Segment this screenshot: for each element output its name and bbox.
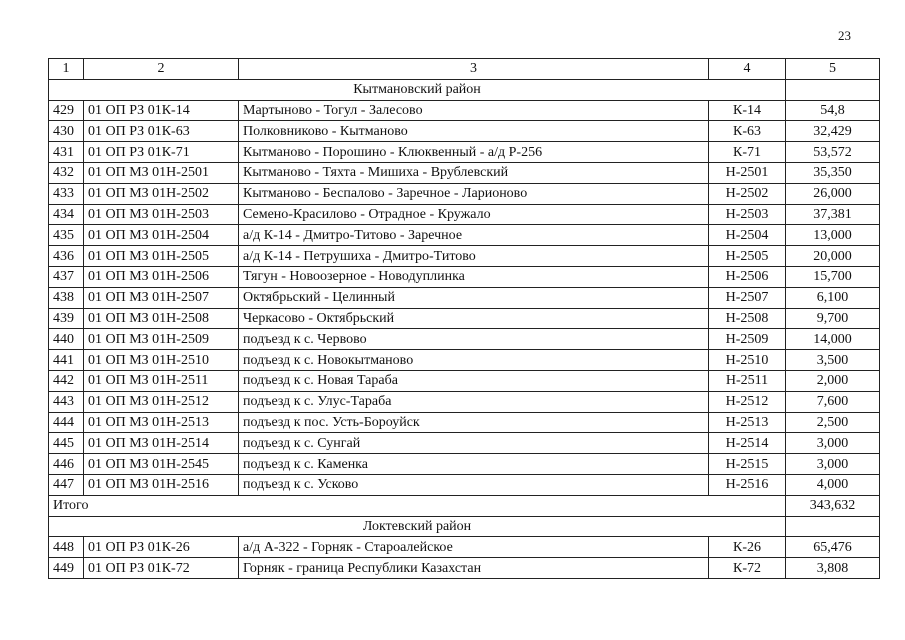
road-code: 01 ОП РЗ 01К-63 bbox=[84, 121, 239, 142]
road-code: 01 ОП РЗ 01К-26 bbox=[84, 537, 239, 558]
header-cell-4: 4 bbox=[709, 59, 786, 80]
table-row bbox=[49, 391, 880, 412]
table-row bbox=[49, 454, 880, 475]
row-number: 430 bbox=[49, 121, 84, 142]
table-row bbox=[49, 329, 880, 350]
row-number: 434 bbox=[49, 204, 84, 225]
row-number: 438 bbox=[49, 287, 84, 308]
table-row bbox=[49, 183, 880, 204]
road-length: 3,000 bbox=[786, 433, 880, 454]
header-row bbox=[49, 59, 880, 80]
header-cell-3: 3 bbox=[239, 59, 709, 80]
road-index: К-14 bbox=[709, 100, 786, 121]
road-index: К-71 bbox=[709, 142, 786, 163]
road-name: Кытманово - Тяхта - Мишиха - Врублевский bbox=[239, 162, 709, 183]
road-length: 13,000 bbox=[786, 225, 880, 246]
road-name: Семено-Красилово - Отрадное - Кружало bbox=[239, 204, 709, 225]
road-code: 01 ОП МЗ 01Н-2504 bbox=[84, 225, 239, 246]
road-length: 3,808 bbox=[786, 558, 880, 579]
road-length: 65,476 bbox=[786, 537, 880, 558]
row-number: 432 bbox=[49, 162, 84, 183]
road-index: Н-2515 bbox=[709, 454, 786, 475]
road-index: Н-2509 bbox=[709, 329, 786, 350]
road-name: а/д К-14 - Дмитро-Титово - Заречное bbox=[239, 225, 709, 246]
road-code: 01 ОП МЗ 01Н-2514 bbox=[84, 433, 239, 454]
road-name: подъезд к пос. Усть-Бороуйск bbox=[239, 412, 709, 433]
road-code: 01 ОП МЗ 01Н-2510 bbox=[84, 350, 239, 371]
road-name: подъезд к с. Новокытманово bbox=[239, 350, 709, 371]
district-empty-cell bbox=[786, 79, 880, 100]
road-name: а/д А-322 - Горняк - Староалейское bbox=[239, 537, 709, 558]
row-number: 436 bbox=[49, 246, 84, 267]
table-row bbox=[49, 204, 880, 225]
road-index: К-63 bbox=[709, 121, 786, 142]
road-length: 37,381 bbox=[786, 204, 880, 225]
district-empty-cell bbox=[786, 516, 880, 537]
road-index: Н-2513 bbox=[709, 412, 786, 433]
road-name: Кытманово - Порошино - Клюквенный - а/д Р-256 bbox=[239, 142, 709, 163]
road-code: 01 ОП МЗ 01Н-2506 bbox=[84, 266, 239, 287]
road-index: К-72 bbox=[709, 558, 786, 579]
district-name: Локтевский район bbox=[49, 516, 786, 537]
road-index: Н-2502 bbox=[709, 183, 786, 204]
total-value: 343,632 bbox=[786, 495, 880, 516]
row-number: 440 bbox=[49, 329, 84, 350]
row-number: 435 bbox=[49, 225, 84, 246]
road-length: 3,000 bbox=[786, 454, 880, 475]
row-number: 445 bbox=[49, 433, 84, 454]
page-number: 23 bbox=[838, 28, 851, 43]
road-code: 01 ОП РЗ 01К-71 bbox=[84, 142, 239, 163]
road-length: 54,8 bbox=[786, 100, 880, 121]
roads-table bbox=[48, 58, 880, 579]
table-row bbox=[49, 537, 880, 558]
road-code: 01 ОП МЗ 01Н-2508 bbox=[84, 308, 239, 329]
district-name: Кытмановский район bbox=[49, 79, 786, 100]
road-index: К-26 bbox=[709, 537, 786, 558]
roads-table-body bbox=[49, 59, 880, 579]
row-number: 431 bbox=[49, 142, 84, 163]
road-length: 2,000 bbox=[786, 370, 880, 391]
district-row bbox=[49, 79, 880, 100]
total-row bbox=[49, 495, 880, 516]
road-name: подъезд к с. Червово bbox=[239, 329, 709, 350]
row-number: 449 bbox=[49, 558, 84, 579]
table-row bbox=[49, 246, 880, 267]
road-length: 3,500 bbox=[786, 350, 880, 371]
row-number: 439 bbox=[49, 308, 84, 329]
road-length: 32,429 bbox=[786, 121, 880, 142]
road-name: Кытманово - Беспалово - Заречное - Ларионово bbox=[239, 183, 709, 204]
road-name: подъезд к с. Сунгай bbox=[239, 433, 709, 454]
road-index: Н-2503 bbox=[709, 204, 786, 225]
road-length: 53,572 bbox=[786, 142, 880, 163]
road-name: Полковниково - Кытманово bbox=[239, 121, 709, 142]
district-row bbox=[49, 516, 880, 537]
road-code: 01 ОП МЗ 01Н-2509 bbox=[84, 329, 239, 350]
road-index: Н-2512 bbox=[709, 391, 786, 412]
total-label: Итого bbox=[49, 495, 786, 516]
road-name: Октябрьский - Целинный bbox=[239, 287, 709, 308]
road-name: подъезд к с. Каменка bbox=[239, 454, 709, 475]
road-name: а/д К-14 - Петрушиха - Дмитро-Титово bbox=[239, 246, 709, 267]
road-index: Н-2516 bbox=[709, 474, 786, 495]
road-code: 01 ОП МЗ 01Н-2501 bbox=[84, 162, 239, 183]
road-name: подъезд к с. Улус-Тараба bbox=[239, 391, 709, 412]
road-name: Мартыново - Тогул - Залесово bbox=[239, 100, 709, 121]
table-row bbox=[49, 142, 880, 163]
road-code: 01 ОП МЗ 01Н-2513 bbox=[84, 412, 239, 433]
road-name: Горняк - граница Республики Казахстан bbox=[239, 558, 709, 579]
table-row bbox=[49, 225, 880, 246]
table-row bbox=[49, 100, 880, 121]
road-code: 01 ОП МЗ 01Н-2512 bbox=[84, 391, 239, 412]
road-code: 01 ОП МЗ 01Н-2503 bbox=[84, 204, 239, 225]
table-row bbox=[49, 121, 880, 142]
road-name: подъезд к с. Новая Тараба bbox=[239, 370, 709, 391]
header-cell-5: 5 bbox=[786, 59, 880, 80]
row-number: 446 bbox=[49, 454, 84, 475]
road-index: Н-2507 bbox=[709, 287, 786, 308]
road-length: 26,000 bbox=[786, 183, 880, 204]
road-index: Н-2510 bbox=[709, 350, 786, 371]
road-index: Н-2514 bbox=[709, 433, 786, 454]
road-length: 9,700 bbox=[786, 308, 880, 329]
road-length: 20,000 bbox=[786, 246, 880, 267]
table-row bbox=[49, 287, 880, 308]
road-index: Н-2508 bbox=[709, 308, 786, 329]
road-code: 01 ОП МЗ 01Н-2507 bbox=[84, 287, 239, 308]
road-index: Н-2504 bbox=[709, 225, 786, 246]
road-code: 01 ОП МЗ 01Н-2505 bbox=[84, 246, 239, 267]
row-number: 441 bbox=[49, 350, 84, 371]
road-length: 2,500 bbox=[786, 412, 880, 433]
row-number: 429 bbox=[49, 100, 84, 121]
row-number: 433 bbox=[49, 183, 84, 204]
table-row bbox=[49, 433, 880, 454]
table-row bbox=[49, 412, 880, 433]
road-index: Н-2511 bbox=[709, 370, 786, 391]
table-row bbox=[49, 474, 880, 495]
table-row bbox=[49, 308, 880, 329]
table-row bbox=[49, 350, 880, 371]
road-index: Н-2505 bbox=[709, 246, 786, 267]
row-number: 448 bbox=[49, 537, 84, 558]
road-length: 14,000 bbox=[786, 329, 880, 350]
table-row bbox=[49, 266, 880, 287]
road-name: подъезд к с. Усково bbox=[239, 474, 709, 495]
road-code: 01 ОП РЗ 01К-72 bbox=[84, 558, 239, 579]
road-name: Черкасово - Октябрьский bbox=[239, 308, 709, 329]
road-length: 15,700 bbox=[786, 266, 880, 287]
road-index: Н-2506 bbox=[709, 266, 786, 287]
row-number: 447 bbox=[49, 474, 84, 495]
table-row bbox=[49, 370, 880, 391]
road-code: 01 ОП РЗ 01К-14 bbox=[84, 100, 239, 121]
road-length: 7,600 bbox=[786, 391, 880, 412]
road-code: 01 ОП МЗ 01Н-2545 bbox=[84, 454, 239, 475]
row-number: 444 bbox=[49, 412, 84, 433]
table-row bbox=[49, 558, 880, 579]
road-length: 6,100 bbox=[786, 287, 880, 308]
table-row bbox=[49, 162, 880, 183]
header-cell-1: 1 bbox=[49, 59, 84, 80]
road-code: 01 ОП МЗ 01Н-2502 bbox=[84, 183, 239, 204]
row-number: 443 bbox=[49, 391, 84, 412]
road-index: Н-2501 bbox=[709, 162, 786, 183]
row-number: 442 bbox=[49, 370, 84, 391]
road-code: 01 ОП МЗ 01Н-2516 bbox=[84, 474, 239, 495]
road-length: 35,350 bbox=[786, 162, 880, 183]
row-number: 437 bbox=[49, 266, 84, 287]
road-name: Тягун - Новоозерное - Новодуплинка bbox=[239, 266, 709, 287]
road-code: 01 ОП МЗ 01Н-2511 bbox=[84, 370, 239, 391]
header-cell-2: 2 bbox=[84, 59, 239, 80]
road-length: 4,000 bbox=[786, 474, 880, 495]
